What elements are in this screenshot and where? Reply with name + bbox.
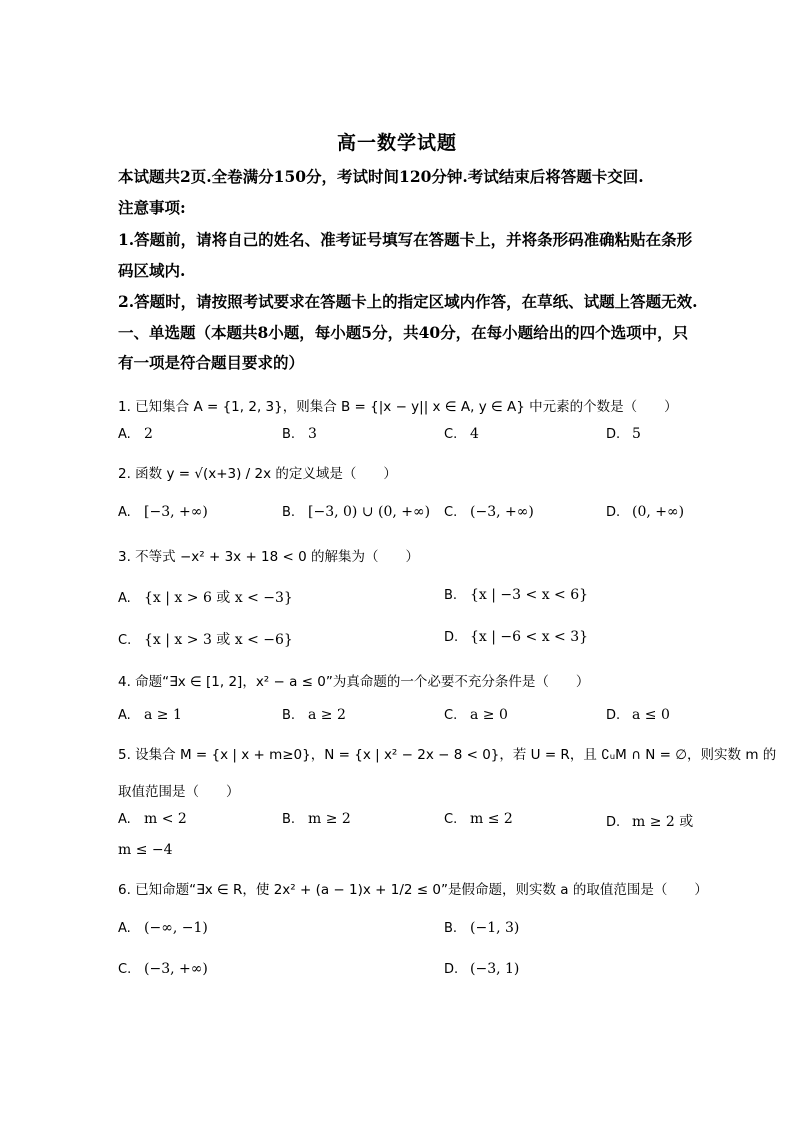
option-label: B. [444,588,458,603]
option-label: B. [282,708,296,723]
option [444,426,479,442]
option [444,504,534,520]
option [118,587,293,607]
option [282,707,346,723]
option-label: C. [118,633,132,648]
question-stem-continued: 取值范围是（ ） [118,784,240,800]
question-stem: 1. 已知集合 A = {1, 2, 3}，则集合 B = {|x − y|| x ∈ A, y ∈ A} 中元素的个数是（ ） [118,399,678,415]
notice-line: 1.答题前，请将自己的姓名、准考证号填写在答题卡上，并将条形码准确粘贴在条形 [118,230,693,249]
option-label: A. [118,427,131,442]
option-label: D. [444,630,459,645]
option [282,504,430,520]
option-label: C. [444,427,458,442]
option-label: B. [282,427,296,442]
option-value: {x | −6 < x < 3} [470,629,589,645]
question-stem: 4. 命题“∃x ∈ [1, 2]，x² − a ≤ 0”为真命题的一个必要不充分条件是（ ） [118,674,590,690]
option-label: D. [606,815,621,830]
exam-intro: 本试题共2页.全卷满分150分，考试时间120分钟.考试结束后将答题卡交回. [118,167,644,186]
option-label: C. [444,505,458,520]
option-label: B. [282,505,296,520]
option-value: {x | −3 < x < 6} [470,587,589,603]
option-label: A. [118,921,131,936]
option-continued [118,842,173,858]
question-stem: 6. 已知命题“∃x ∈ R，使 2x² + (a − 1)x + 1/2 ≤ 0”是假命题，则实数 a 的取值范围是（ ） [118,882,708,898]
option [118,811,187,827]
option-value: (0, +∞) [632,504,685,520]
option-label: D. [444,962,459,977]
option [444,707,508,723]
option [444,587,588,603]
option-label: C. [444,812,458,827]
option-value: m ≥ 2 [308,811,351,827]
option-value: 4 [470,426,479,442]
option-label: C. [444,708,458,723]
option-label: A. [118,812,131,827]
option [444,629,588,645]
notice-heading: 注意事项: [118,198,186,217]
option [118,920,208,936]
option [444,920,519,936]
option [118,961,208,977]
option-value: a ≤ 0 [632,707,670,723]
option [606,504,684,520]
option-value: (−1, 3) [470,920,520,936]
option-label: A. [118,708,131,723]
question-stem: 5. 设集合 M = {x | x + m≥0}，N = {x | x² − 2x − 8 < 0}，若 U = R，且 ∁ᵤM ∩ N = ∅，则实数 m 的 [118,747,777,763]
option [118,629,293,649]
option [606,426,641,442]
option [118,707,182,723]
page-title: 高一数学试题 [336,132,457,154]
option-label: D. [606,708,621,723]
option-value: [−3, +∞) [144,504,208,520]
question-stem: 2. 函数 y = √(x+3) / 2x 的定义域是（ ） [118,466,397,482]
option [118,426,153,442]
option-label: D. [606,505,621,520]
option-value: m ≤ 2 [470,811,513,827]
option-label: B. [282,812,296,827]
option [444,811,513,827]
option-value: m < 2 [144,811,187,827]
option-value: 2 [144,426,153,442]
section-heading: 有一项是符合题目要求的） [118,353,305,372]
section-heading: 一、单选题（本题共8小题，每小题5分，共40分，在每小题给出的四个选项中，只 [118,323,689,342]
option-value: (−3, +∞) [144,961,208,977]
option [282,811,351,827]
option-label: B. [444,921,458,936]
option-value: {x | x > 6 或 x < −3} [144,590,293,606]
option-label: A. [118,505,131,520]
option-value: [−3, 0) ∪ (0, +∞) [308,504,431,520]
option-value: a ≥ 2 [308,707,346,723]
option-value: 5 [632,426,641,442]
option-label: D. [606,427,621,442]
option-value: (−∞, −1) [144,920,208,936]
option-value: 3 [308,426,317,442]
option [444,961,519,977]
option-value: {x | x > 3 或 x < −6} [144,632,293,648]
option-value: m ≥ 2 或 [632,814,694,830]
notice-line: 2.答题时，请按照考试要求在答题卡上的指定区域内作答，在草纸、试题上答题无效. [118,292,698,311]
option-value: m ≤ −4 [118,842,173,858]
option [606,811,693,831]
question-stem: 3. 不等式 −x² + 3x + 18 < 0 的解集为（ ） [118,549,419,565]
option [282,426,317,442]
option-value: a ≥ 0 [470,707,508,723]
notice-line: 码区域内. [118,261,186,280]
option [606,707,670,723]
option [118,504,208,520]
option-value: (−3, +∞) [470,504,534,520]
option-label: C. [118,962,132,977]
option-value: a ≥ 1 [144,707,182,723]
option-label: A. [118,591,131,606]
option-value: (−3, 1) [470,961,520,977]
